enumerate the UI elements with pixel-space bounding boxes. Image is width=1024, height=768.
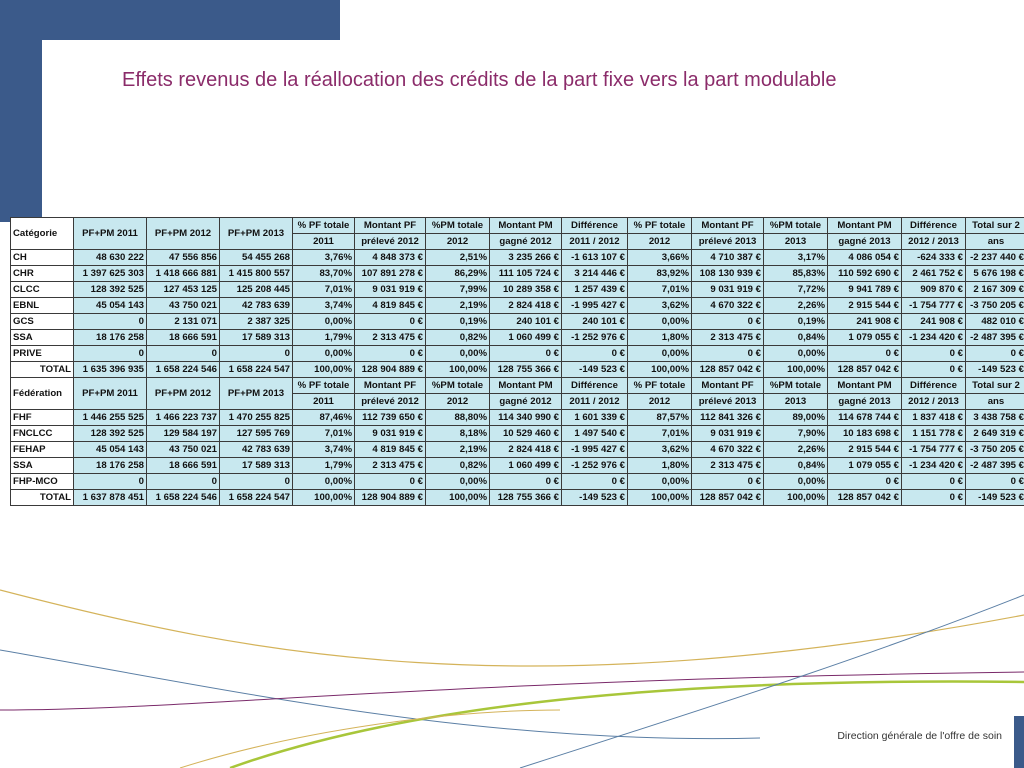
section-header-label: Fédération <box>11 378 74 410</box>
table-cell: 1 257 439 € <box>562 282 628 298</box>
column-header: PF+PM 2012 <box>147 218 220 250</box>
table-cell: 0,00% <box>764 346 828 362</box>
table-cell: 100,00% <box>426 490 490 506</box>
column-header-sub: gagné 2012 <box>490 234 562 250</box>
table-cell: 125 208 445 <box>220 282 293 298</box>
column-header: %PM totale <box>426 218 490 234</box>
table-row <box>11 330 1024 346</box>
table-cell: 2,26% <box>764 298 828 314</box>
table-cell: 0,00% <box>628 346 692 362</box>
table-cell: 0,00% <box>628 314 692 330</box>
table-cell: 111 105 724 € <box>490 266 562 282</box>
table-cell: 128 904 889 € <box>355 362 426 378</box>
table-cell: 5 676 198 € <box>966 266 1024 282</box>
table-cell: 10 289 358 € <box>490 282 562 298</box>
table-cell: -1 234 420 € <box>902 330 966 346</box>
table-cell: 128 857 042 € <box>828 362 902 378</box>
table-cell: 2 387 325 <box>220 314 293 330</box>
table-cell: 1 658 224 547 <box>220 362 293 378</box>
table-row <box>11 442 1024 458</box>
column-header-sub: gagné 2013 <box>828 394 902 410</box>
table-cell: 0 <box>147 346 220 362</box>
table-cell: 114 340 990 € <box>490 410 562 426</box>
table-cell: 1 837 418 € <box>902 410 966 426</box>
column-header: %PM totale <box>764 218 828 234</box>
table-cell: 2,19% <box>426 298 490 314</box>
table-cell: -149 523 € <box>966 490 1024 506</box>
table-cell: 0,84% <box>764 330 828 346</box>
column-header: Différence <box>902 378 966 394</box>
table-cell: 127 453 125 <box>147 282 220 298</box>
footer-text: Direction générale de l'offre de soin <box>837 730 1002 742</box>
table-cell: 1,80% <box>628 458 692 474</box>
table-cell: 0 € <box>692 346 764 362</box>
table-cell: 112 841 326 € <box>692 410 764 426</box>
row-label: SSA <box>11 330 74 346</box>
column-header: Montant PF <box>692 378 764 394</box>
table-cell: 0 € <box>355 314 426 330</box>
column-header: Total sur 2 <box>966 218 1024 234</box>
table-cell: 2,51% <box>426 250 490 266</box>
table-cell: 9 031 919 € <box>692 426 764 442</box>
table-cell: 9 031 919 € <box>692 282 764 298</box>
column-header-sub: 2011 <box>293 394 355 410</box>
table-cell: 2 461 752 € <box>902 266 966 282</box>
table-cell: 18 176 258 <box>74 458 147 474</box>
column-header: % PF totale <box>628 378 692 394</box>
table-cell: -1 754 777 € <box>902 442 966 458</box>
row-label: SSA <box>11 458 74 474</box>
column-header: Montant PM <box>828 378 902 394</box>
table-cell: 128 392 525 <box>74 282 147 298</box>
row-label: CHR <box>11 266 74 282</box>
table-cell: 0 <box>74 314 147 330</box>
table-cell: 0 € <box>966 346 1024 362</box>
header-row <box>11 218 1024 234</box>
table-cell: 1,79% <box>293 458 355 474</box>
table-cell: 0 € <box>490 346 562 362</box>
table-cell: 0 € <box>692 314 764 330</box>
table-cell: 128 857 042 € <box>692 362 764 378</box>
table-cell: 129 584 197 <box>147 426 220 442</box>
table-row <box>11 410 1024 426</box>
table-cell: 9 941 789 € <box>828 282 902 298</box>
column-header: % PF totale <box>628 218 692 234</box>
table-cell: 0,19% <box>426 314 490 330</box>
column-header: %PM totale <box>426 378 490 394</box>
table-body <box>11 218 1024 506</box>
table-cell: 0 <box>74 346 147 362</box>
table-row <box>11 474 1024 490</box>
table-cell: 108 130 939 € <box>692 266 764 282</box>
column-header: Montant PF <box>355 218 426 234</box>
table-cell: 87,46% <box>293 410 355 426</box>
table-cell: 3,62% <box>628 442 692 458</box>
table-cell: 48 630 222 <box>74 250 147 266</box>
table-cell: 1 418 666 881 <box>147 266 220 282</box>
table-cell: 241 908 € <box>902 314 966 330</box>
table-cell: 4 848 373 € <box>355 250 426 266</box>
table-cell: 8,18% <box>426 426 490 442</box>
table-cell: 7,01% <box>293 282 355 298</box>
table-cell: 54 455 268 <box>220 250 293 266</box>
table-cell: 127 595 769 <box>220 426 293 442</box>
table-cell: 1 397 625 303 <box>74 266 147 282</box>
table-cell: 9 031 919 € <box>355 282 426 298</box>
table-cell: 240 101 € <box>562 314 628 330</box>
column-header: PF+PM 2013 <box>220 218 293 250</box>
column-header: Total sur 2 <box>966 378 1024 394</box>
table-cell: 2 915 544 € <box>828 298 902 314</box>
table-cell: 0,84% <box>764 458 828 474</box>
table-row <box>11 314 1024 330</box>
table-cell: 0 € <box>828 474 902 490</box>
table-cell: 0 € <box>562 474 628 490</box>
table-cell: 0 € <box>966 474 1024 490</box>
row-label: PRIVE <box>11 346 74 362</box>
table-row <box>11 458 1024 474</box>
table-cell: 3 235 266 € <box>490 250 562 266</box>
table-cell: 1,79% <box>293 330 355 346</box>
table-cell: 128 857 042 € <box>828 490 902 506</box>
table-cell: 1 060 499 € <box>490 458 562 474</box>
table-cell: 0,82% <box>426 458 490 474</box>
row-label: TOTAL <box>11 490 74 506</box>
table-cell: 1 060 499 € <box>490 330 562 346</box>
table-cell: 2,19% <box>426 442 490 458</box>
column-header-sub: 2012 <box>426 394 490 410</box>
section-header-label: Catégorie <box>11 218 74 250</box>
table-cell: 241 908 € <box>828 314 902 330</box>
table-cell: -1 995 427 € <box>562 442 628 458</box>
table-cell: 85,83% <box>764 266 828 282</box>
table-cell: 1 470 255 825 <box>220 410 293 426</box>
table-cell: 4 670 322 € <box>692 442 764 458</box>
table-row <box>11 250 1024 266</box>
table-cell: 4 086 054 € <box>828 250 902 266</box>
table-cell: 0 € <box>902 490 966 506</box>
table-cell: 2 313 475 € <box>692 330 764 346</box>
table-cell: 1 151 778 € <box>902 426 966 442</box>
total-row <box>11 490 1024 506</box>
table-cell: 0 € <box>562 346 628 362</box>
row-label: TOTAL <box>11 362 74 378</box>
column-header: % PF totale <box>293 218 355 234</box>
column-header: %PM totale <box>764 378 828 394</box>
table-cell: 2 131 071 <box>147 314 220 330</box>
table-cell: 3,76% <box>293 250 355 266</box>
table-cell: 2 313 475 € <box>355 458 426 474</box>
reallocation-table <box>10 217 1024 506</box>
table-cell: 2 649 319 € <box>966 426 1024 442</box>
header-row <box>11 378 1024 394</box>
table-cell: 0 <box>220 474 293 490</box>
table-row <box>11 282 1024 298</box>
row-label: FEHAP <box>11 442 74 458</box>
table-cell: 7,01% <box>293 426 355 442</box>
row-label: CLCC <box>11 282 74 298</box>
table-cell: 17 589 313 <box>220 330 293 346</box>
column-header-sub: gagné 2013 <box>828 234 902 250</box>
column-header: Montant PF <box>692 218 764 234</box>
table-cell: 1 079 055 € <box>828 458 902 474</box>
table-cell: 100,00% <box>764 490 828 506</box>
table-cell: 83,70% <box>293 266 355 282</box>
table-cell: 3,74% <box>293 298 355 314</box>
table-row <box>11 346 1024 362</box>
row-label: FHF <box>11 410 74 426</box>
column-header-sub: gagné 2012 <box>490 394 562 410</box>
table-cell: 10 529 460 € <box>490 426 562 442</box>
table-cell: 7,01% <box>628 426 692 442</box>
table-cell: 1 497 540 € <box>562 426 628 442</box>
table-cell: 43 750 021 <box>147 298 220 314</box>
column-header-sub: 2012 <box>628 234 692 250</box>
column-header: PF+PM 2011 <box>74 218 147 250</box>
column-header: PF+PM 2012 <box>147 378 220 410</box>
column-header: PF+PM 2011 <box>74 378 147 410</box>
table-cell: 112 739 650 € <box>355 410 426 426</box>
table-cell: 18 176 258 <box>74 330 147 346</box>
table-cell: 2 824 418 € <box>490 298 562 314</box>
column-header-sub: 2012 <box>628 394 692 410</box>
table-cell: 43 750 021 <box>147 442 220 458</box>
table-cell: 0 € <box>692 474 764 490</box>
table-cell: 7,99% <box>426 282 490 298</box>
table-cell: -1 252 976 € <box>562 458 628 474</box>
table-row <box>11 426 1024 442</box>
table-cell: 3,62% <box>628 298 692 314</box>
table-cell: -1 754 777 € <box>902 298 966 314</box>
table-cell: 1,80% <box>628 330 692 346</box>
column-header-sub: prélevé 2013 <box>692 394 764 410</box>
table-cell: 4 819 845 € <box>355 298 426 314</box>
column-header-sub: 2011 <box>293 234 355 250</box>
table-cell: 88,80% <box>426 410 490 426</box>
table-cell: 100,00% <box>293 490 355 506</box>
table-cell: 1 601 339 € <box>562 410 628 426</box>
table-cell: 3,66% <box>628 250 692 266</box>
table-cell: 240 101 € <box>490 314 562 330</box>
column-header-sub: 2013 <box>764 234 828 250</box>
table-cell: -1 995 427 € <box>562 298 628 314</box>
table-cell: -149 523 € <box>562 362 628 378</box>
row-label: CH <box>11 250 74 266</box>
table-cell: 3 214 446 € <box>562 266 628 282</box>
table-cell: 1 079 055 € <box>828 330 902 346</box>
table-cell: 2 313 475 € <box>355 330 426 346</box>
column-header-sub: 2012 / 2013 <box>902 394 966 410</box>
table-cell: 0,00% <box>293 346 355 362</box>
table-cell: 1 446 255 525 <box>74 410 147 426</box>
column-header: Montant PF <box>355 378 426 394</box>
table-cell: 87,57% <box>628 410 692 426</box>
column-header: Montant PM <box>490 378 562 394</box>
column-header-sub: 2011 / 2012 <box>562 234 628 250</box>
column-header: Différence <box>902 218 966 234</box>
table-cell: 110 592 690 € <box>828 266 902 282</box>
table-cell: 482 010 € <box>966 314 1024 330</box>
table-cell: 100,00% <box>426 362 490 378</box>
data-table-container <box>10 217 1024 506</box>
table-cell: 42 783 639 <box>220 298 293 314</box>
table-cell: 0,00% <box>293 474 355 490</box>
table-cell: 0 € <box>355 346 426 362</box>
table-cell: 89,00% <box>764 410 828 426</box>
column-header: PF+PM 2013 <box>220 378 293 410</box>
table-cell: 17 589 313 <box>220 458 293 474</box>
table-cell: 128 392 525 <box>74 426 147 442</box>
table-cell: 0 € <box>902 362 966 378</box>
table-cell: 7,01% <box>628 282 692 298</box>
column-header: % PF totale <box>293 378 355 394</box>
table-cell: 0 € <box>490 474 562 490</box>
table-cell: 3,74% <box>293 442 355 458</box>
table-cell: 0,19% <box>764 314 828 330</box>
row-label: FNCLCC <box>11 426 74 442</box>
table-cell: 2 313 475 € <box>692 458 764 474</box>
table-cell: 0,00% <box>764 474 828 490</box>
column-header-sub: ans <box>966 234 1024 250</box>
row-label: GCS <box>11 314 74 330</box>
table-cell: -3 750 205 € <box>966 442 1024 458</box>
table-cell: 1 466 223 737 <box>147 410 220 426</box>
table-cell: 0 € <box>355 474 426 490</box>
table-cell: -624 333 € <box>902 250 966 266</box>
table-cell: 3 438 758 € <box>966 410 1024 426</box>
column-header: Différence <box>562 218 628 234</box>
table-cell: -2 487 395 € <box>966 330 1024 346</box>
table-cell: 114 678 744 € <box>828 410 902 426</box>
table-cell: 18 666 591 <box>147 330 220 346</box>
column-header-sub: 2012 <box>426 234 490 250</box>
table-cell: 4 710 387 € <box>692 250 764 266</box>
table-cell: 128 755 366 € <box>490 490 562 506</box>
table-cell: 10 183 698 € <box>828 426 902 442</box>
table-cell: 0 € <box>902 346 966 362</box>
table-cell: 100,00% <box>293 362 355 378</box>
table-cell: 100,00% <box>628 490 692 506</box>
table-cell: -1 234 420 € <box>902 458 966 474</box>
table-cell: 7,72% <box>764 282 828 298</box>
table-cell: 128 857 042 € <box>692 490 764 506</box>
table-cell: 4 819 845 € <box>355 442 426 458</box>
table-cell: 4 670 322 € <box>692 298 764 314</box>
brand-bar-left <box>0 0 42 222</box>
slide-title: Effets revenus de la réallocation des crédits de la part fixe vers la part modulable <box>122 69 837 91</box>
table-cell: 1 658 224 546 <box>147 362 220 378</box>
row-label: FHP-MCO <box>11 474 74 490</box>
table-cell: -1 613 107 € <box>562 250 628 266</box>
table-cell: 128 904 889 € <box>355 490 426 506</box>
total-row <box>11 362 1024 378</box>
table-cell: 0,82% <box>426 330 490 346</box>
table-cell: 909 870 € <box>902 282 966 298</box>
table-cell: 0 € <box>828 346 902 362</box>
table-cell: 0 <box>220 346 293 362</box>
table-cell: 9 031 919 € <box>355 426 426 442</box>
table-cell: 45 054 143 <box>74 298 147 314</box>
table-cell: 0 <box>147 474 220 490</box>
table-cell: 2 915 544 € <box>828 442 902 458</box>
table-cell: 100,00% <box>764 362 828 378</box>
table-row <box>11 266 1024 282</box>
table-cell: 86,29% <box>426 266 490 282</box>
column-header-sub: 2012 / 2013 <box>902 234 966 250</box>
column-header: Montant PM <box>828 218 902 234</box>
table-cell: -2 487 395 € <box>966 458 1024 474</box>
table-cell: 0,00% <box>426 474 490 490</box>
table-cell: 1 658 224 546 <box>147 490 220 506</box>
table-cell: -3 750 205 € <box>966 298 1024 314</box>
table-cell: 100,00% <box>628 362 692 378</box>
table-cell: 42 783 639 <box>220 442 293 458</box>
table-cell: 107 891 278 € <box>355 266 426 282</box>
table-cell: -1 252 976 € <box>562 330 628 346</box>
column-header-sub: 2013 <box>764 394 828 410</box>
table-cell: -2 237 440 € <box>966 250 1024 266</box>
table-cell: -149 523 € <box>966 362 1024 378</box>
table-cell: 83,92% <box>628 266 692 282</box>
column-header-sub: prélevé 2012 <box>355 234 426 250</box>
table-cell: 0 <box>74 474 147 490</box>
column-header: Montant PM <box>490 218 562 234</box>
brand-bar-right <box>1014 716 1024 768</box>
table-cell: 0,00% <box>426 346 490 362</box>
table-cell: 2,26% <box>764 442 828 458</box>
table-cell: 2 167 309 € <box>966 282 1024 298</box>
table-cell: 18 666 591 <box>147 458 220 474</box>
table-cell: 3,17% <box>764 250 828 266</box>
table-cell: -149 523 € <box>562 490 628 506</box>
table-cell: 1 415 800 557 <box>220 266 293 282</box>
table-cell: 45 054 143 <box>74 442 147 458</box>
table-cell: 1 637 878 451 <box>74 490 147 506</box>
table-cell: 7,90% <box>764 426 828 442</box>
table-cell: 47 556 856 <box>147 250 220 266</box>
column-header-sub: ans <box>966 394 1024 410</box>
table-cell: 2 824 418 € <box>490 442 562 458</box>
column-header-sub: 2011 / 2012 <box>562 394 628 410</box>
table-cell: 0,00% <box>628 474 692 490</box>
column-header-sub: prélevé 2013 <box>692 234 764 250</box>
table-cell: 0,00% <box>293 314 355 330</box>
table-row <box>11 298 1024 314</box>
row-label: EBNL <box>11 298 74 314</box>
column-header: Différence <box>562 378 628 394</box>
table-cell: 1 635 396 935 <box>74 362 147 378</box>
table-cell: 0 € <box>902 474 966 490</box>
brand-bar-top <box>0 0 340 40</box>
table-cell: 1 658 224 547 <box>220 490 293 506</box>
column-header-sub: prélevé 2012 <box>355 394 426 410</box>
table-cell: 128 755 366 € <box>490 362 562 378</box>
